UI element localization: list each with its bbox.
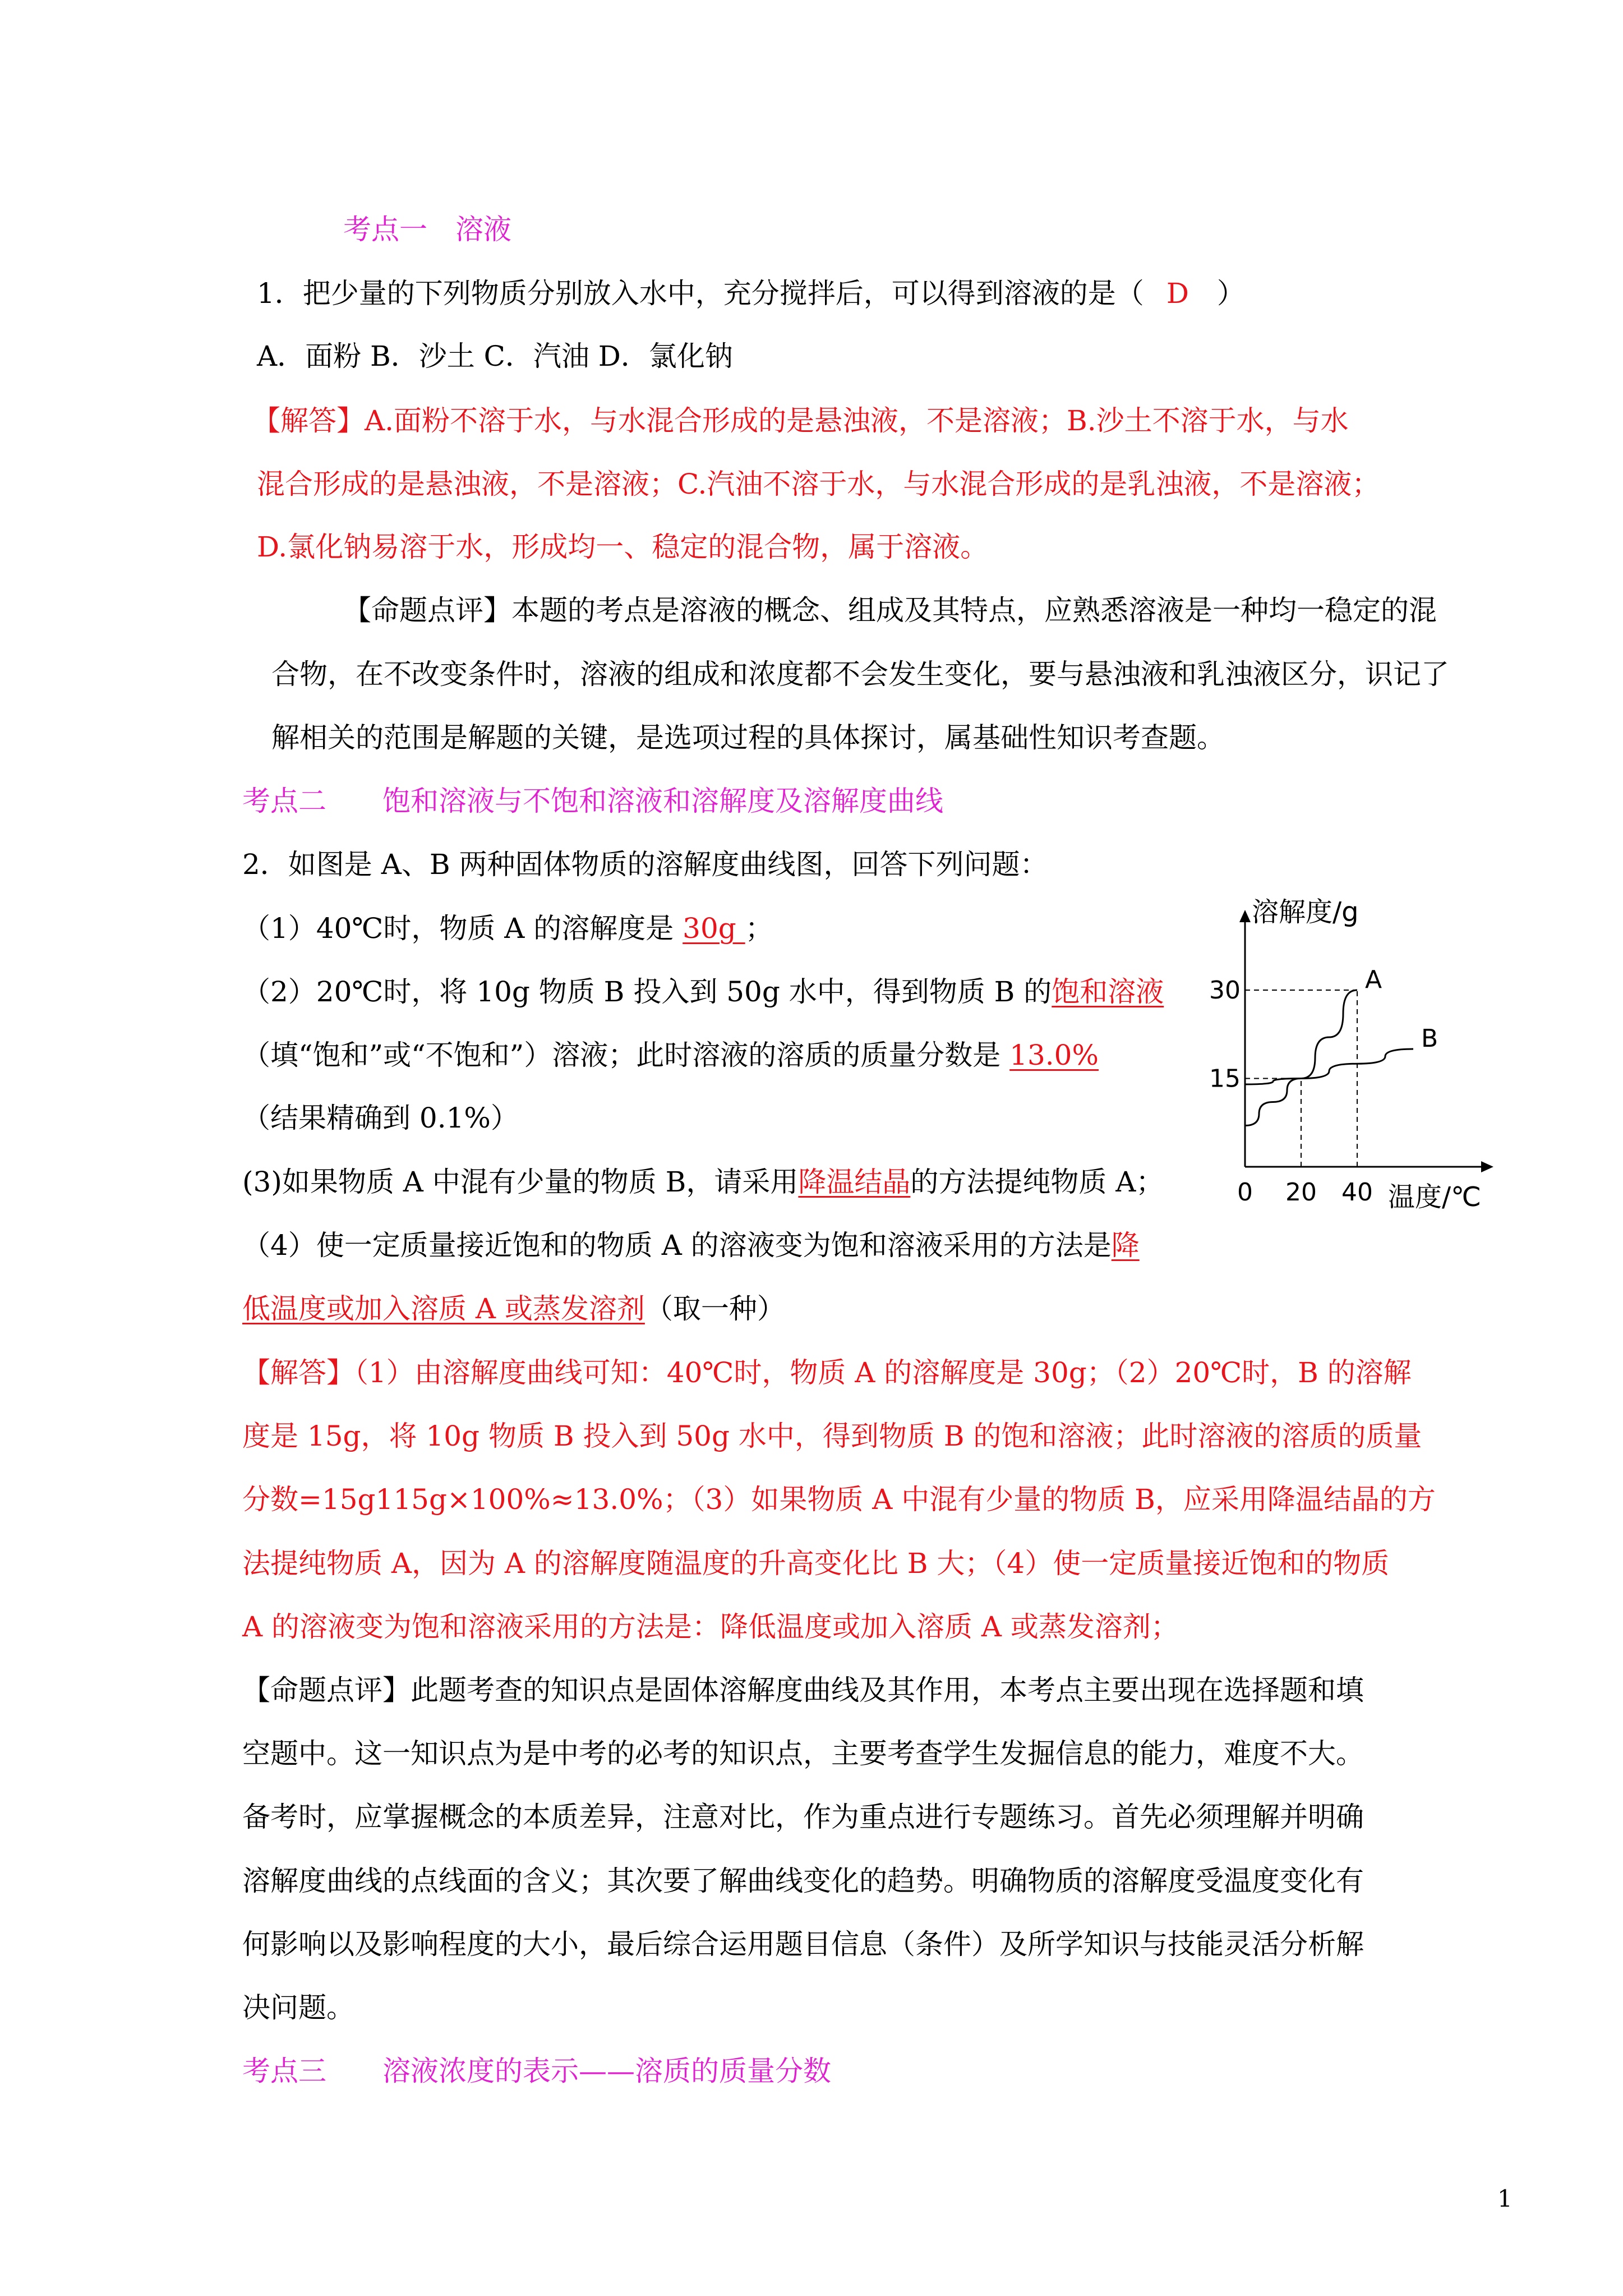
part-1-text: （1）40℃时，物质 A 的溶解度是 [242, 912, 683, 945]
question-2-solution-line-5: A 的溶液变为饱和溶液采用的方法是：降低温度或加入溶质 A 或蒸发溶剂； [242, 1611, 1179, 1643]
part-4-answer-2: 低温度或加入溶质 A 或蒸发溶剂 [242, 1292, 645, 1325]
part-1-answer: 30g [683, 912, 745, 945]
question-2-part-4b [242, 1292, 785, 1325]
question-2-part-1 [242, 912, 773, 945]
series-label-A: A [1365, 965, 1382, 994]
question-2-part-4 [242, 1229, 1140, 1262]
question-2-part-2c: （结果精确到 0.1%） [242, 1102, 519, 1134]
question-2-comment-line-6: 决问题。 [242, 1991, 354, 2024]
part-2b-answer: 13.0% [1009, 1039, 1099, 1071]
question-2-comment-line-2: 空题中。这一知识点为是中考的必考的知识点，主要考查学生发掘信息的能力，难度不大。 [242, 1737, 1364, 1770]
question-2-solution-line-1: 【解答】（1）由溶解度曲线可知：40℃时，物质 A 的溶解度是 30g；（2）20℃时，B 的溶解 [242, 1356, 1412, 1389]
question-1-solution-line-1: 【解答】A.面粉不溶于水，与水混合形成的是悬浊液，不是溶液；B.沙土不溶于水，与水 [252, 404, 1349, 437]
question-2-stem: 2．如图是 A、B 两种固体物质的溶解度曲线图，回答下列问题： [242, 848, 1048, 881]
y-tick-label-15: 15 [1209, 1064, 1241, 1093]
section-1-title: 考点一 溶液 [343, 213, 511, 246]
question-2-solution-line-3: 分数=15g115g×100%≈13.0%；（3）如果物质 A 中混有少量的物质 B，应采用降温结晶的方 [242, 1483, 1436, 1516]
part-3-text: (3)如果物质 A 中混有少量的物质 B，请采用 [242, 1166, 799, 1198]
part-4-text-end: （取一种） [644, 1292, 785, 1325]
question-2-comment-line-3: 备考时，应掌握概念的本质差异，注意对比，作为重点进行专题练习。首先必须理解并明确 [242, 1801, 1364, 1833]
chart-labels [1209, 896, 1481, 1213]
chart-series [1245, 990, 1413, 1126]
solubility-chart [1209, 896, 1492, 1228]
question-1-stem: 1．把少量的下列物质分别放入水中，充分搅拌后，可以得到溶液的是（ [257, 277, 1144, 310]
part-1-text-end: ； [745, 912, 773, 945]
question-1-stem-line [257, 277, 1245, 310]
series-curve-B [1245, 1049, 1413, 1084]
question-2-part-3 [242, 1168, 1164, 1196]
x-tick-label-0: 0 [1237, 1178, 1253, 1207]
question-1-comment-line-3: 解相关的范围是解题的关键，是选项过程的具体探讨，属基础性知识考查题。 [271, 721, 1225, 754]
question-2-solution-line-2: 度是 15g，将 10g 物质 B 投入到 50g 水中，得到物质 B 的饱和溶液；此时溶液的溶质的质量 [242, 1420, 1422, 1452]
question-1-solution-line-3: D.氯化钠易溶于水，形成均一、稳定的混合物，属于溶液。 [257, 531, 989, 563]
question-2-part-2b [242, 1041, 1099, 1069]
question-2-solution-line-4: 法提纯物质 A，因为 A 的溶解度随温度的升高变化比 B 大；（4）使一定质量接近饱和的物质 [242, 1547, 1390, 1580]
x-tick-label-20: 20 [1285, 1178, 1317, 1207]
y-axis-arrow-icon [1239, 910, 1251, 922]
x-axis-arrow-icon [1481, 1161, 1493, 1172]
part-3-answer: 降温结晶 [798, 1166, 911, 1198]
question-1-answer: D [1166, 277, 1189, 310]
question-1-comment-line-2: 合物，在不改变条件时，溶液的组成和浓度都不会发生变化，要与悬浊液和乳浊液区分，识记了 [271, 658, 1449, 691]
part-2-answer: 饱和溶液 [1052, 976, 1164, 1008]
part-4-text: （4）使一定质量接近饱和的物质 A 的溶液变为饱和溶液采用的方法是 [242, 1229, 1112, 1262]
part-4-answer-1: 降 [1111, 1229, 1140, 1262]
section-3-title: 考点三 溶液浓度的表示——溶质的质量分数 [242, 2055, 831, 2087]
question-1-stem-end: ） [1216, 277, 1245, 310]
x-tick-label-40: 40 [1341, 1178, 1373, 1207]
question-1-solution-line-2: 混合形成的是悬浊液，不是溶液；C.汽油不溶于水，与水混合形成的是乳浊液，不是溶液； [257, 468, 1380, 500]
series-curve-A [1245, 990, 1357, 1126]
question-1-options: A．面粉 B．沙土 C．汽油 D．氯化钠 [257, 340, 733, 372]
question-2-part-2 [242, 978, 1164, 1006]
question-2-comment-line-5: 何影响以及影响程度的大小，最后综合运用题目信息（条件）及所学知识与技能灵活分析解 [242, 1928, 1364, 1961]
y-axis-label: 溶解度/g [1252, 896, 1359, 928]
question-1-comment-line-1: 【命题点评】本题的考点是溶液的概念、组成及其特点，应熟悉溶液是一种均一稳定的混 [343, 594, 1437, 627]
y-tick-label-30: 30 [1209, 976, 1241, 1005]
x-axis-label: 温度/℃ [1388, 1181, 1482, 1213]
question-2-comment-line-4: 溶解度曲线的点线面的含义；其次要了解曲线变化的趋势。明确物质的溶解度受温度变化有 [242, 1865, 1364, 1897]
chart-axes [1239, 910, 1493, 1172]
page-number: 1 [1497, 2185, 1513, 2212]
series-label-B: B [1421, 1024, 1438, 1053]
question-2-comment-line-1: 【命题点评】此题考查的知识点是固体溶解度曲线及其作用，本考点主要出现在选择题和填 [242, 1674, 1364, 1706]
part-2-text: （2）20℃时，将 10g 物质 B 投入到 50g 水中，得到物质 B 的 [242, 976, 1052, 1008]
section-2-title: 考点二 饱和溶液与不饱和溶液和溶解度及溶解度曲线 [242, 785, 943, 817]
part-2b-text: （填“饱和”或“不饱和”）溶液；此时溶液的溶质的质量分数是 [242, 1039, 1010, 1071]
part-3-text-end: 的方法提纯物质 A； [910, 1166, 1164, 1198]
